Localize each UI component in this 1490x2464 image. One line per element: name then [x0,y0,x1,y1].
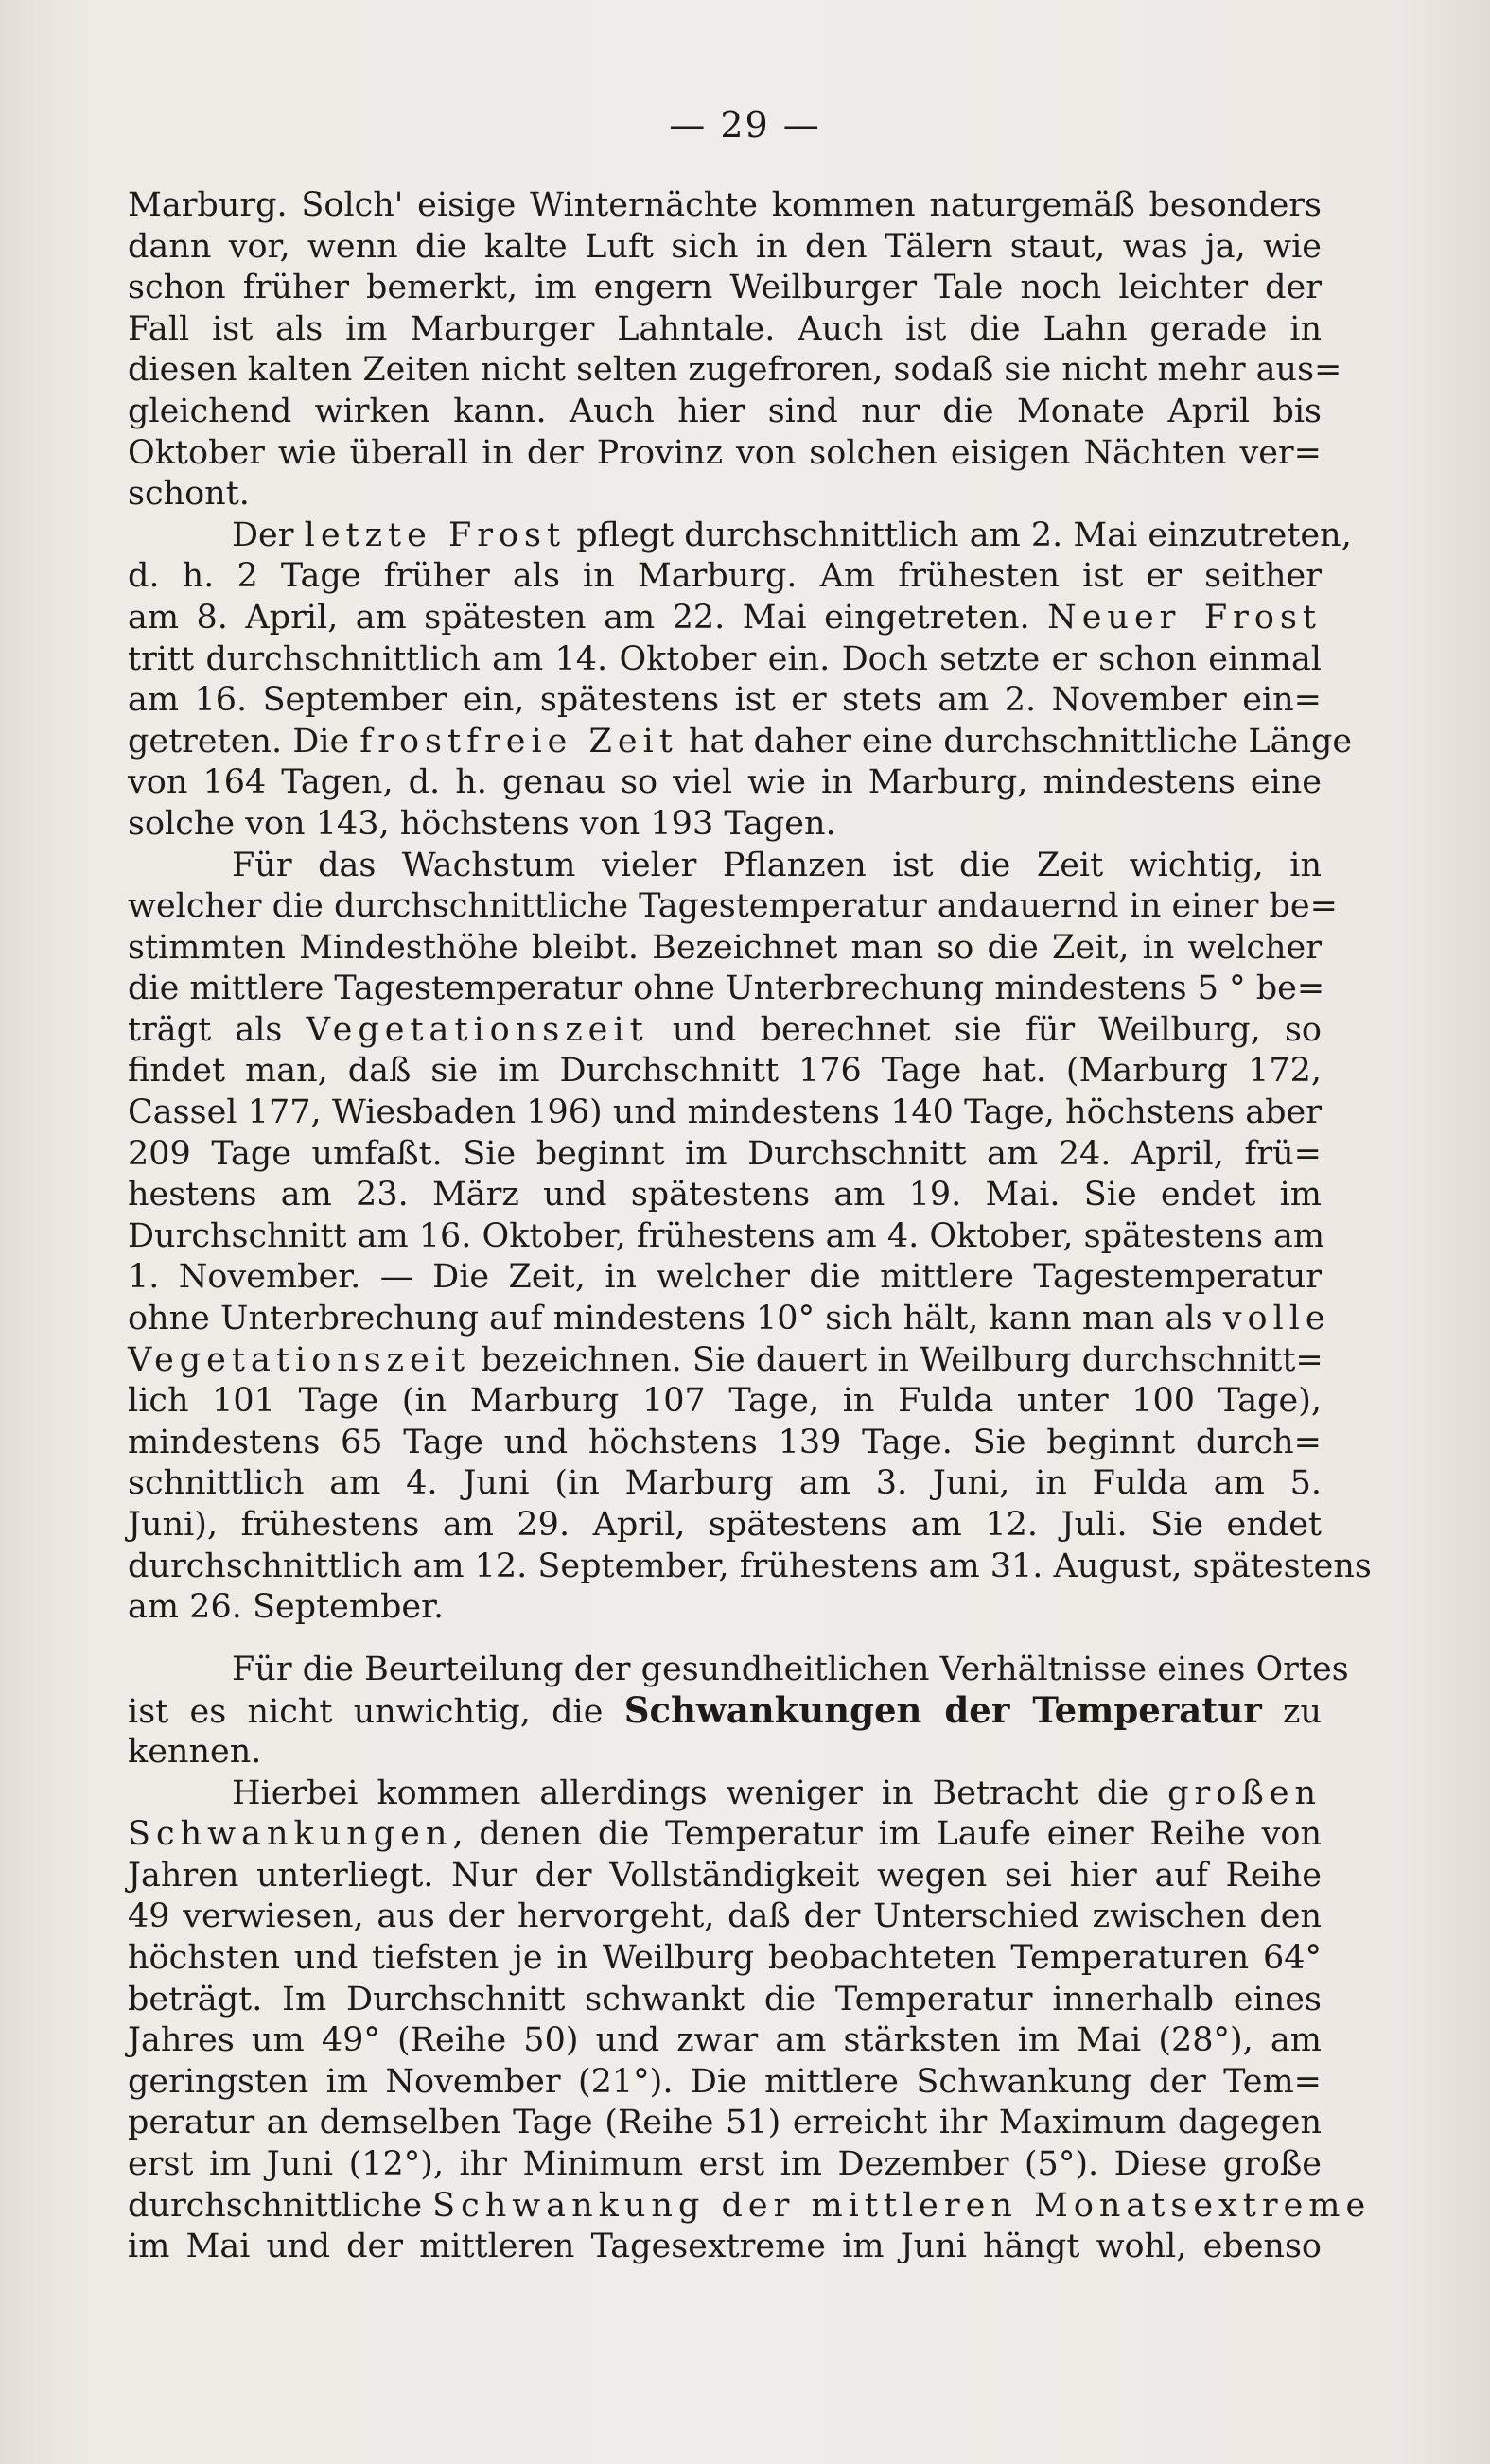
text-line [128,2020,1322,2062]
text-run: getreten. Die [128,722,360,760]
text-line [128,969,1325,1010]
paragraph-gap [128,1629,1322,1650]
text-run: hestens am 23. März und spätestens am 19. Mai. Sie endet im [128,1176,1322,1215]
paragraph [128,1650,1349,1774]
text-line [128,1732,1322,1774]
text-line [128,309,1322,351]
text-line [128,1299,1331,1340]
text-line [128,556,1322,598]
text-line [128,1938,1322,1980]
text-run: , denen die Temperatur im Laufe einer Reihe von [452,1815,1322,1854]
text-line [128,639,1322,681]
text-line [128,1216,1325,1258]
text-run: ohne Unterbrechung auf mindestens 10° sich hält, kann man als [128,1300,1223,1338]
text-run: Oktober wie überall in der Provinz von solchen eisigen Nächten ver= [128,433,1322,472]
text-run: schon früher bemerkt, im engern Weilburger Tale noch leichter der [128,269,1322,307]
text-line [128,2062,1322,2104]
text-line [128,350,1342,392]
text-line [128,2144,1322,2186]
text-run: zu [1261,1693,1323,1732]
text-run: lich 101 Tage (in Marburg 107 Tage, in Fulda unter 100 Tage), [128,1382,1322,1421]
text-line [128,762,1322,804]
text-line [128,2227,1322,2268]
spaced-phrase: Schwankung der mittleren Monatsextreme [432,2186,1372,2225]
spaced-phrase: frostfreie Zeit [359,722,678,760]
text-run: Für das Wachstum vieler Pflanzen ist die Zeit wichtig, in [232,846,1322,884]
text-run: Jahres um 49° (Reihe 50) und zwar am stärksten im Mai (28°), am [128,2021,1322,2060]
text-line [128,516,1352,557]
text-run: Jahren unterliegt. Nur der Vollständigkeit wegen sei hier auf Reihe [128,1856,1322,1895]
text-run: im Mai und der mittleren Tagesextreme im Juni hängt wohl, ebenso [128,2228,1322,2266]
text-line [128,1650,1349,1691]
text-line [128,1051,1322,1092]
paragraph [128,185,1342,516]
text-line [128,1381,1322,1423]
text-run: tritt durchschnittlich am 14. Oktober ein. Doch setzte er schon einmal [128,639,1322,678]
text-line [128,1423,1322,1464]
body-text [128,185,1372,2268]
text-line [128,846,1322,887]
text-run: durchschnittliche [128,2186,433,2225]
text-run: die mittlere Tagestemperatur ohne Unterbrechung mindestens 5 ° be= [128,970,1325,1008]
text-run: bezeichnen. Sie dauert in Weilburg durchschnitt= [470,1340,1323,1379]
text-line [128,804,1322,846]
text-line [128,268,1322,309]
paragraph [128,846,1372,1629]
text-run: Fall ist als im Marburger Lahntale. Auch ist die Lahn gerade in [128,309,1322,348]
text-line [128,1134,1322,1176]
text-run: welcher die durchschnittliche Tagestemperatur andauernd in einer be= [128,887,1338,926]
text-run: solche von 143, höchstens von 193 Tagen. [128,804,836,843]
text-line [128,886,1338,928]
text-run: und berechnet sie für Weilburg, so [648,1010,1322,1049]
text-line [128,680,1322,722]
text-run: am 8. April, am spätesten am 22. Mai eingetreten. [128,598,1048,637]
text-run: schnittlich am 4. Juni (in Marburg am 3. Juni, in Fulda am 5. [128,1464,1322,1503]
text-line [128,227,1322,269]
text-line [128,722,1353,763]
spaced-phrase: großen [1167,1774,1322,1812]
text-run: ist es nicht unwichtig, die [128,1693,624,1732]
text-line [128,433,1322,475]
spaced-phrase: volle [1222,1300,1331,1338]
text-run: am 26. September. [128,1588,445,1627]
text-line [128,1092,1322,1134]
text-line [128,1856,1322,1897]
text-line [128,1587,1322,1629]
paragraph [128,1774,1372,2268]
text-run: 209 Tage umfaßt. Sie beginnt im Durchschnitt am 24. April, frü= [128,1134,1322,1173]
spaced-phrase: Vegetationszeit [306,1010,649,1049]
text-run: mindestens 65 Tage und höchstens 139 Tage. Sie beginnt durch= [128,1423,1322,1461]
text-run: peratur an demselben Tage (Reihe 51) erreicht ihr Maximum dagegen [128,2104,1322,2142]
text-run: beträgt. Im Durchschnitt schwankt die Temperatur innerhalb eines [128,1980,1322,2018]
text-line [128,1257,1322,1299]
text-run: Marburg. Solch' eisige Winternächte kommen naturgemäß besonders [128,186,1322,224]
text-line [128,1175,1322,1216]
text-line [128,474,1322,516]
text-run: kennen. [128,1732,262,1771]
text-line [128,1980,1322,2021]
text-line [128,1814,1322,1856]
text-run: Der [232,516,305,554]
text-line [128,1774,1322,1815]
text-line [128,1010,1322,1052]
text-line [128,1690,1322,1732]
text-run: von 164 Tagen, d. h. genau so viel wie in Marburg, mindestens eine [128,763,1322,802]
page-number: — 29 — [669,104,821,146]
text-run: geringsten im November (21°). Die mittlere Schwankung der Tem= [128,2062,1322,2101]
text-line [128,2103,1322,2144]
spaced-phrase: Vegetationszeit [128,1340,471,1379]
text-run: 49 verwiesen, aus der hervorgeht, daß der Unterschied zwischen den [128,1897,1322,1936]
text-run: Durchschnitt am 16. Oktober, frühestens am 4. Oktober, spätestens am [128,1216,1325,1255]
text-run: gleichend wirken kann. Auch hier sind nur die Monate April bis [128,392,1322,430]
text-run: Für die Beurteilung der gesundheitlichen Verhältnisse eines Ortes [232,1650,1349,1688]
text-run: Juni), frühestens am 29. April, spätestens am 12. Juli. Sie endet [128,1506,1322,1544]
text-run: höchsten und tiefsten je in Weilburg beobachteten Temperaturen 64° [128,1938,1322,1977]
text-run: Cassel 177, Wiesbaden 196) und mindestens 140 Tage, höchstens aber [128,1093,1322,1132]
text-line [128,1547,1372,1588]
text-line [128,1463,1322,1505]
text-run: pflegt durchschnittlich am 2. Mai einzutreten, [566,516,1352,554]
text-run: erst im Juni (12°), ihr Minimum erst im Dezember (5°). Diese große [128,2144,1322,2183]
text-run: diesen kalten Zeiten nicht selten zugefroren, sodaß sie nicht mehr aus= [128,351,1342,390]
text-run: d. h. 2 Tage früher als in Marburg. Am frühesten ist er seither [128,557,1322,596]
text-line [128,1505,1322,1547]
text-run: Hierbei kommen allerdings weniger in Betracht die [232,1774,1168,1812]
text-run: 1. November. — Die Zeit, in welcher die mittlere Tagestemperatur [128,1258,1322,1297]
spaced-phrase: Schwankungen [128,1815,453,1854]
spaced-phrase: letzte Frost [304,516,567,554]
text-line [128,598,1322,639]
text-line [128,185,1322,227]
text-run: durchschnittlich am 12. September, frühestens am 31. August, spätestens [128,1547,1372,1585]
text-run: stimmten Mindesthöhe bleibt. Bezeichnet man so die Zeit, in welcher [128,928,1322,967]
text-run: am 16. September ein, spätestens ist er stets am 2. November ein= [128,681,1322,720]
paragraph [128,516,1353,846]
text-line [128,1340,1322,1382]
bold-phrase: Schwankungen der Temperatur [623,1689,1262,1732]
text-line [128,928,1322,970]
text-run: trägt als [128,1010,307,1049]
text-run: schont. [128,475,250,514]
spaced-phrase: Neuer Frost [1047,598,1323,637]
text-line [128,392,1322,433]
text-run: dann vor, wenn die kalte Luft sich in den Tälern staut, was ja, wie [128,227,1322,266]
text-line [128,2186,1372,2228]
text-run: findet man, daß sie im Durchschnitt 176 Tage hat. (Marburg 172, [128,1052,1322,1091]
text-run: hat daher eine durchschnittliche Länge [677,722,1353,760]
text-line [128,1896,1322,1938]
